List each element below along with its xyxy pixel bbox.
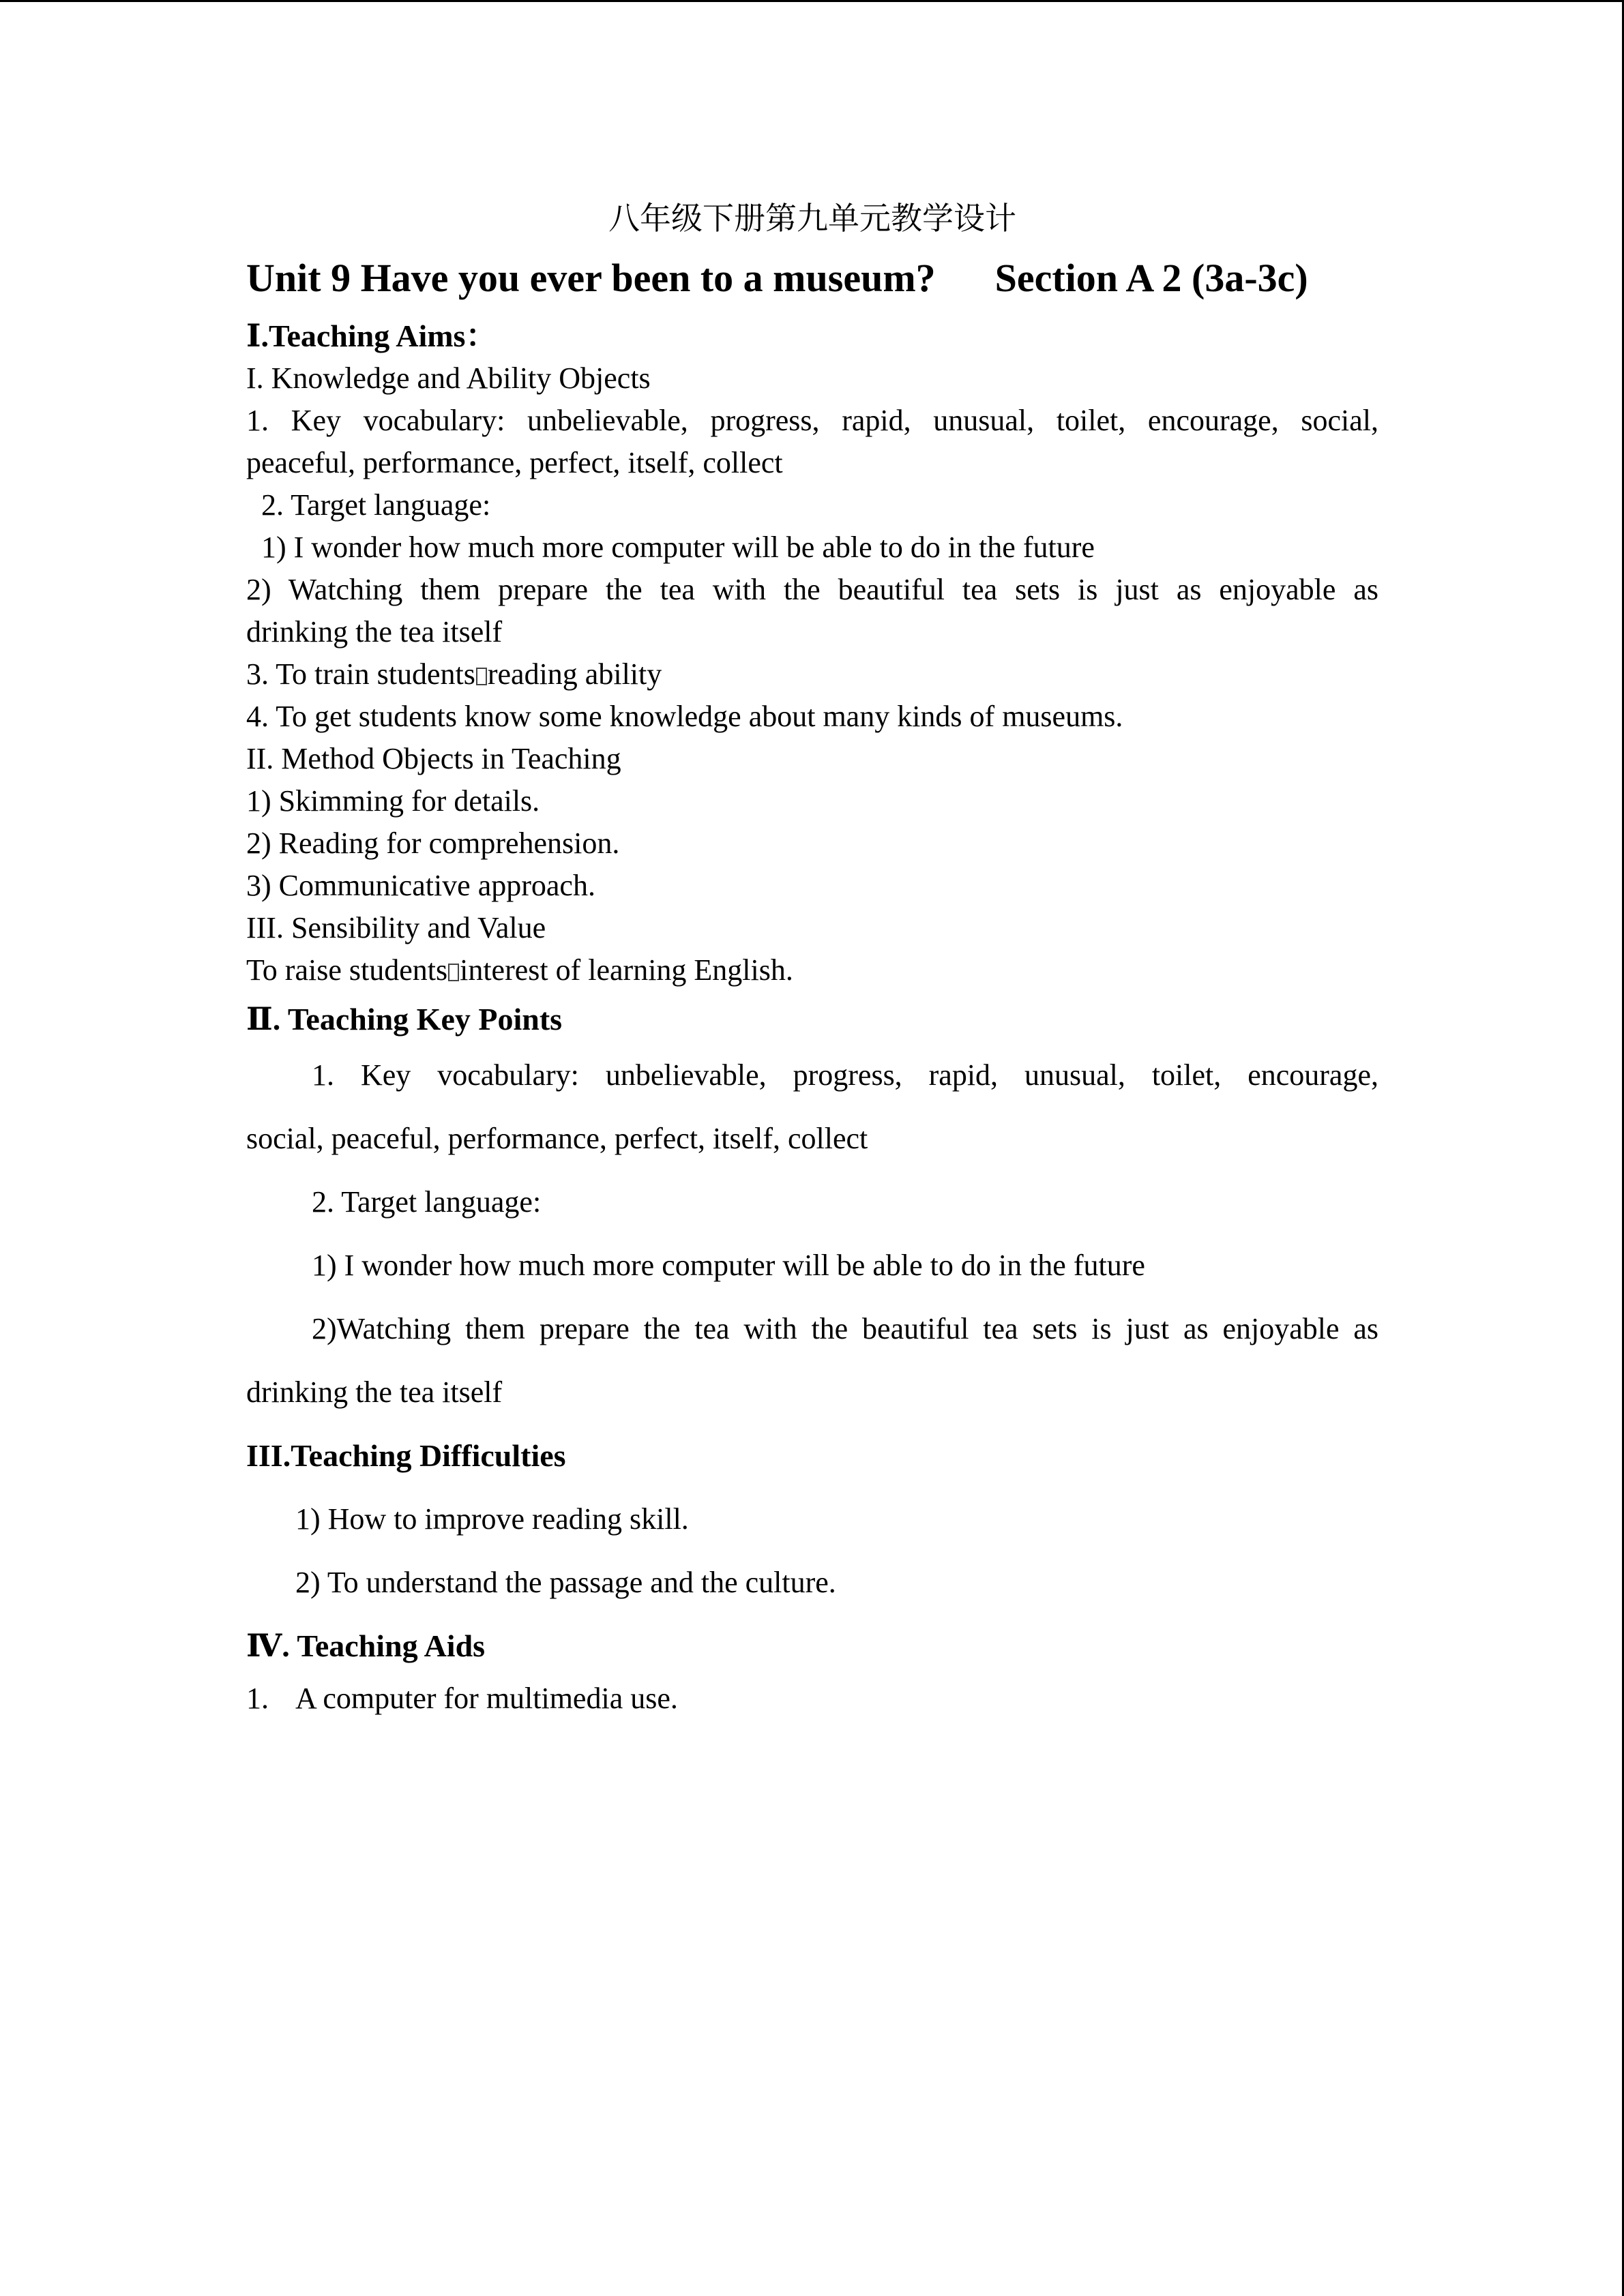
page-border-top [0, 0, 1624, 2]
key-vocabulary-line: 1. Key vocabulary: unbelievable, progress, rapid, unusual, toilet, encourage, social, [246, 404, 1378, 437]
unit-title: Unit 9 Have you ever been to a museum? Section A 2 (3a-3c) [246, 256, 1308, 300]
key-points-vocabulary: 1. Key vocabulary: unbelievable, progress, rapid, unusual, toilet, encourage, [312, 1058, 1378, 1092]
teaching-aid-item [246, 1678, 1378, 1720]
difficulty-item: 2) To understand the passage and the culture. [295, 1566, 836, 1599]
section-heading-teaching-aids: Ⅳ. Teaching Aids [246, 1628, 486, 1663]
raise-interest-line [246, 949, 1378, 992]
section-heading-key-points: Ⅱ. Teaching Key Points [246, 1002, 563, 1037]
missing-glyph-box [476, 668, 487, 685]
target-sentence-2: 2) Watching them prepare the tea with the beautiful tea sets is just as enjoyable as [246, 573, 1378, 606]
reading-ability-text-b: reading ability [487, 657, 662, 691]
knowledge-objects-heading: I. Knowledge and Ability Objects [246, 361, 651, 395]
target-sentence-2-continued: drinking the tea itself [246, 615, 503, 648]
target-sentence-1: 1) I wonder how much more computer will be able to do in the future [261, 531, 1095, 564]
key-points-vocabulary-continued: social, peaceful, performance, perfect, itself, collect [246, 1122, 868, 1155]
method-item: 1) Skimming for details. [246, 784, 540, 818]
document-page [246, 191, 1378, 1720]
method-item: 2) Reading for comprehension. [246, 826, 620, 860]
key-points-sentence-2: 2)Watching them prepare the tea with the beautiful tea sets is just as enjoyable as [312, 1312, 1378, 1345]
method-objects-heading: II. Method Objects in Teaching [246, 742, 621, 775]
key-points-sentence-2-continued: drinking the tea itself [246, 1375, 503, 1409]
raise-interest-text-b: interest of learning English. [460, 953, 793, 987]
key-points-sentence-1: 1) I wonder how much more computer will be able to do in the future [312, 1249, 1145, 1282]
missing-glyph-box [448, 964, 459, 981]
key-points-target-language: 2. Target language: [312, 1185, 542, 1219]
list-number: 1. [246, 1682, 269, 1715]
method-item: 3) Communicative approach. [246, 869, 595, 902]
section-heading-teaching-aims: Ⅰ.Teaching Aims： [246, 318, 497, 353]
reading-ability-line [246, 653, 1378, 696]
target-language-label: 2. Target language: [261, 488, 491, 522]
section-heading-difficulties: III.Teaching Difficulties [246, 1438, 566, 1473]
raise-interest-text-a: To raise students [246, 953, 448, 987]
teaching-aid-text: A computer for multimedia use. [295, 1682, 678, 1715]
museum-knowledge-line: 4. To get students know some knowledge about many kinds of museums. [246, 700, 1123, 733]
sensibility-heading: III. Sensibility and Value [246, 911, 546, 944]
chinese-title: 八年级下册第九单元教学设计 [608, 200, 1016, 237]
key-vocabulary-continued: peaceful, performance, perfect, itself, collect [246, 446, 783, 479]
reading-ability-text-a: 3. To train students [246, 657, 475, 691]
difficulty-item: 1) How to improve reading skill. [295, 1502, 689, 1536]
